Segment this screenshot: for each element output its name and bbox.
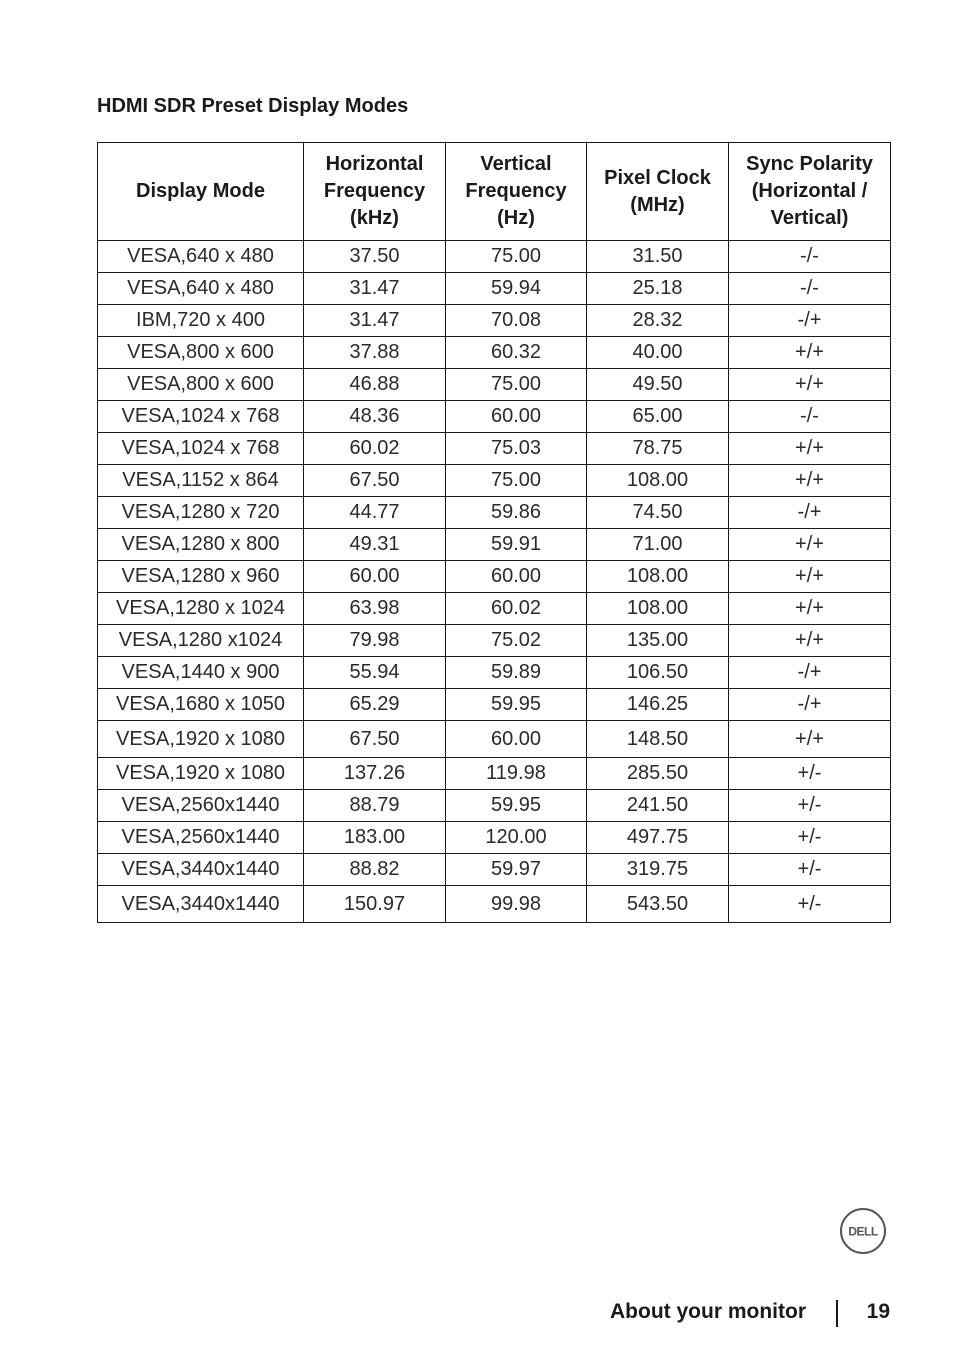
- cell-pixel-clock: 135.00: [587, 625, 729, 657]
- table-row: [98, 433, 891, 465]
- cell-pixel-clock: 31.50: [587, 241, 729, 273]
- cell-vertical-frequency: 99.98: [446, 886, 587, 923]
- cell-vertical-frequency: 59.94: [446, 273, 587, 305]
- cell-sync-polarity: +/+: [729, 369, 891, 401]
- cell-vertical-frequency: 60.00: [446, 401, 587, 433]
- cell-pixel-clock: 25.18: [587, 273, 729, 305]
- cell-display-mode: VESA,1280 x 960: [98, 561, 304, 593]
- table-row: [98, 625, 891, 657]
- cell-display-mode: VESA,2560x1440: [98, 822, 304, 854]
- cell-horizontal-frequency: 137.26: [304, 758, 446, 790]
- cell-pixel-clock: 543.50: [587, 886, 729, 923]
- cell-pixel-clock: 108.00: [587, 561, 729, 593]
- cell-vertical-frequency: 60.02: [446, 593, 587, 625]
- header-sync-polarity: Sync Polarity (Horizontal / Vertical): [729, 143, 891, 241]
- cell-vertical-frequency: 120.00: [446, 822, 587, 854]
- table-row: [98, 721, 891, 758]
- table-header-row: [98, 143, 891, 241]
- cell-pixel-clock: 65.00: [587, 401, 729, 433]
- table-row: [98, 758, 891, 790]
- cell-vertical-frequency: 75.00: [446, 465, 587, 497]
- cell-sync-polarity: +/+: [729, 593, 891, 625]
- cell-sync-polarity: +/+: [729, 465, 891, 497]
- cell-display-mode: VESA,1280 x 800: [98, 529, 304, 561]
- table-row: [98, 497, 891, 529]
- cell-display-mode: VESA,640 x 480: [98, 273, 304, 305]
- table-row: [98, 593, 891, 625]
- cell-pixel-clock: 241.50: [587, 790, 729, 822]
- cell-sync-polarity: -/-: [729, 241, 891, 273]
- table-row: [98, 886, 891, 923]
- cell-horizontal-frequency: 183.00: [304, 822, 446, 854]
- table-row: [98, 241, 891, 273]
- table-row: [98, 657, 891, 689]
- cell-horizontal-frequency: 44.77: [304, 497, 446, 529]
- cell-vertical-frequency: 75.00: [446, 369, 587, 401]
- table-body: [98, 241, 891, 923]
- cell-sync-polarity: -/+: [729, 305, 891, 337]
- header-horizontal-frequency: Horizontal Frequency (kHz): [304, 143, 446, 241]
- cell-vertical-frequency: 59.91: [446, 529, 587, 561]
- cell-sync-polarity: -/-: [729, 273, 891, 305]
- header-vertical-frequency: Vertical Frequency (Hz): [446, 143, 587, 241]
- cell-display-mode: VESA,800 x 600: [98, 337, 304, 369]
- cell-sync-polarity: -/-: [729, 401, 891, 433]
- dell-wordmark: [845, 1223, 881, 1239]
- dell-logo-icon: [840, 1208, 886, 1254]
- page-number: 19: [866, 1300, 890, 1323]
- cell-vertical-frequency: 60.00: [446, 561, 587, 593]
- cell-horizontal-frequency: 31.47: [304, 305, 446, 337]
- dell-wordmark-text: DELL: [848, 1224, 878, 1239]
- cell-display-mode: VESA,2560x1440: [98, 790, 304, 822]
- cell-horizontal-frequency: 88.82: [304, 854, 446, 886]
- header-pixel-clock: Pixel Clock (MHz): [587, 143, 729, 241]
- cell-sync-polarity: -/+: [729, 497, 891, 529]
- cell-vertical-frequency: 60.00: [446, 721, 587, 758]
- cell-horizontal-frequency: 55.94: [304, 657, 446, 689]
- cell-display-mode: VESA,640 x 480: [98, 241, 304, 273]
- cell-sync-polarity: +/-: [729, 854, 891, 886]
- cell-pixel-clock: 108.00: [587, 593, 729, 625]
- header-display-mode: Display Mode: [98, 143, 304, 241]
- cell-display-mode: VESA,1280 x1024: [98, 625, 304, 657]
- cell-sync-polarity: +/+: [729, 561, 891, 593]
- cell-horizontal-frequency: 60.02: [304, 433, 446, 465]
- cell-horizontal-frequency: 79.98: [304, 625, 446, 657]
- cell-pixel-clock: 108.00: [587, 465, 729, 497]
- table-row: [98, 369, 891, 401]
- cell-vertical-frequency: 59.97: [446, 854, 587, 886]
- table-row: [98, 465, 891, 497]
- cell-sync-polarity: +/-: [729, 790, 891, 822]
- cell-horizontal-frequency: 46.88: [304, 369, 446, 401]
- cell-display-mode: VESA,1440 x 900: [98, 657, 304, 689]
- cell-display-mode: VESA,1024 x 768: [98, 433, 304, 465]
- table-row: [98, 529, 891, 561]
- cell-pixel-clock: 319.75: [587, 854, 729, 886]
- cell-pixel-clock: 497.75: [587, 822, 729, 854]
- cell-horizontal-frequency: 88.79: [304, 790, 446, 822]
- cell-display-mode: VESA,1920 x 1080: [98, 758, 304, 790]
- cell-vertical-frequency: 59.95: [446, 790, 587, 822]
- footer-section-title: About your monitor: [610, 1300, 806, 1323]
- table-row: [98, 273, 891, 305]
- cell-pixel-clock: 74.50: [587, 497, 729, 529]
- cell-vertical-frequency: 70.08: [446, 305, 587, 337]
- table-row: [98, 337, 891, 369]
- cell-sync-polarity: +/+: [729, 337, 891, 369]
- cell-horizontal-frequency: 37.88: [304, 337, 446, 369]
- cell-vertical-frequency: 59.86: [446, 497, 587, 529]
- cell-vertical-frequency: 59.89: [446, 657, 587, 689]
- cell-display-mode: VESA,1280 x 720: [98, 497, 304, 529]
- cell-vertical-frequency: 75.00: [446, 241, 587, 273]
- cell-horizontal-frequency: 65.29: [304, 689, 446, 721]
- cell-display-mode: VESA,3440x1440: [98, 854, 304, 886]
- cell-horizontal-frequency: 150.97: [304, 886, 446, 923]
- cell-sync-polarity: +/+: [729, 529, 891, 561]
- table-row: [98, 401, 891, 433]
- cell-display-mode: VESA,1680 x 1050: [98, 689, 304, 721]
- table-row: [98, 689, 891, 721]
- cell-sync-polarity: +/-: [729, 758, 891, 790]
- cell-vertical-frequency: 59.95: [446, 689, 587, 721]
- cell-pixel-clock: 40.00: [587, 337, 729, 369]
- cell-display-mode: VESA,1152 x 864: [98, 465, 304, 497]
- cell-vertical-frequency: 60.32: [446, 337, 587, 369]
- cell-horizontal-frequency: 48.36: [304, 401, 446, 433]
- cell-sync-polarity: +/+: [729, 433, 891, 465]
- cell-pixel-clock: 28.32: [587, 305, 729, 337]
- cell-display-mode: IBM,720 x 400: [98, 305, 304, 337]
- cell-vertical-frequency: 119.98: [446, 758, 587, 790]
- cell-sync-polarity: +/-: [729, 822, 891, 854]
- cell-pixel-clock: 78.75: [587, 433, 729, 465]
- cell-vertical-frequency: 75.03: [446, 433, 587, 465]
- cell-sync-polarity: -/+: [729, 657, 891, 689]
- table-row: [98, 822, 891, 854]
- cell-sync-polarity: +/+: [729, 625, 891, 657]
- cell-display-mode: VESA,1920 x 1080: [98, 721, 304, 758]
- cell-pixel-clock: 106.50: [587, 657, 729, 689]
- cell-horizontal-frequency: 31.47: [304, 273, 446, 305]
- cell-horizontal-frequency: 67.50: [304, 465, 446, 497]
- section-title: HDMI SDR Preset Display Modes: [97, 95, 409, 117]
- table-row: [98, 790, 891, 822]
- display-modes-table: [97, 142, 891, 923]
- cell-vertical-frequency: 75.02: [446, 625, 587, 657]
- table-row: [98, 305, 891, 337]
- cell-sync-polarity: +/-: [729, 886, 891, 923]
- footer-divider: [836, 1300, 838, 1327]
- cell-pixel-clock: 146.25: [587, 689, 729, 721]
- cell-pixel-clock: 71.00: [587, 529, 729, 561]
- cell-sync-polarity: +/+: [729, 721, 891, 758]
- cell-horizontal-frequency: 67.50: [304, 721, 446, 758]
- cell-pixel-clock: 285.50: [587, 758, 729, 790]
- cell-display-mode: VESA,800 x 600: [98, 369, 304, 401]
- cell-horizontal-frequency: 37.50: [304, 241, 446, 273]
- table-row: [98, 561, 891, 593]
- cell-horizontal-frequency: 63.98: [304, 593, 446, 625]
- cell-sync-polarity: -/+: [729, 689, 891, 721]
- cell-pixel-clock: 49.50: [587, 369, 729, 401]
- table-row: [98, 854, 891, 886]
- cell-horizontal-frequency: 60.00: [304, 561, 446, 593]
- cell-horizontal-frequency: 49.31: [304, 529, 446, 561]
- cell-display-mode: VESA,1280 x 1024: [98, 593, 304, 625]
- cell-display-mode: VESA,1024 x 768: [98, 401, 304, 433]
- cell-display-mode: VESA,3440x1440: [98, 886, 304, 923]
- cell-pixel-clock: 148.50: [587, 721, 729, 758]
